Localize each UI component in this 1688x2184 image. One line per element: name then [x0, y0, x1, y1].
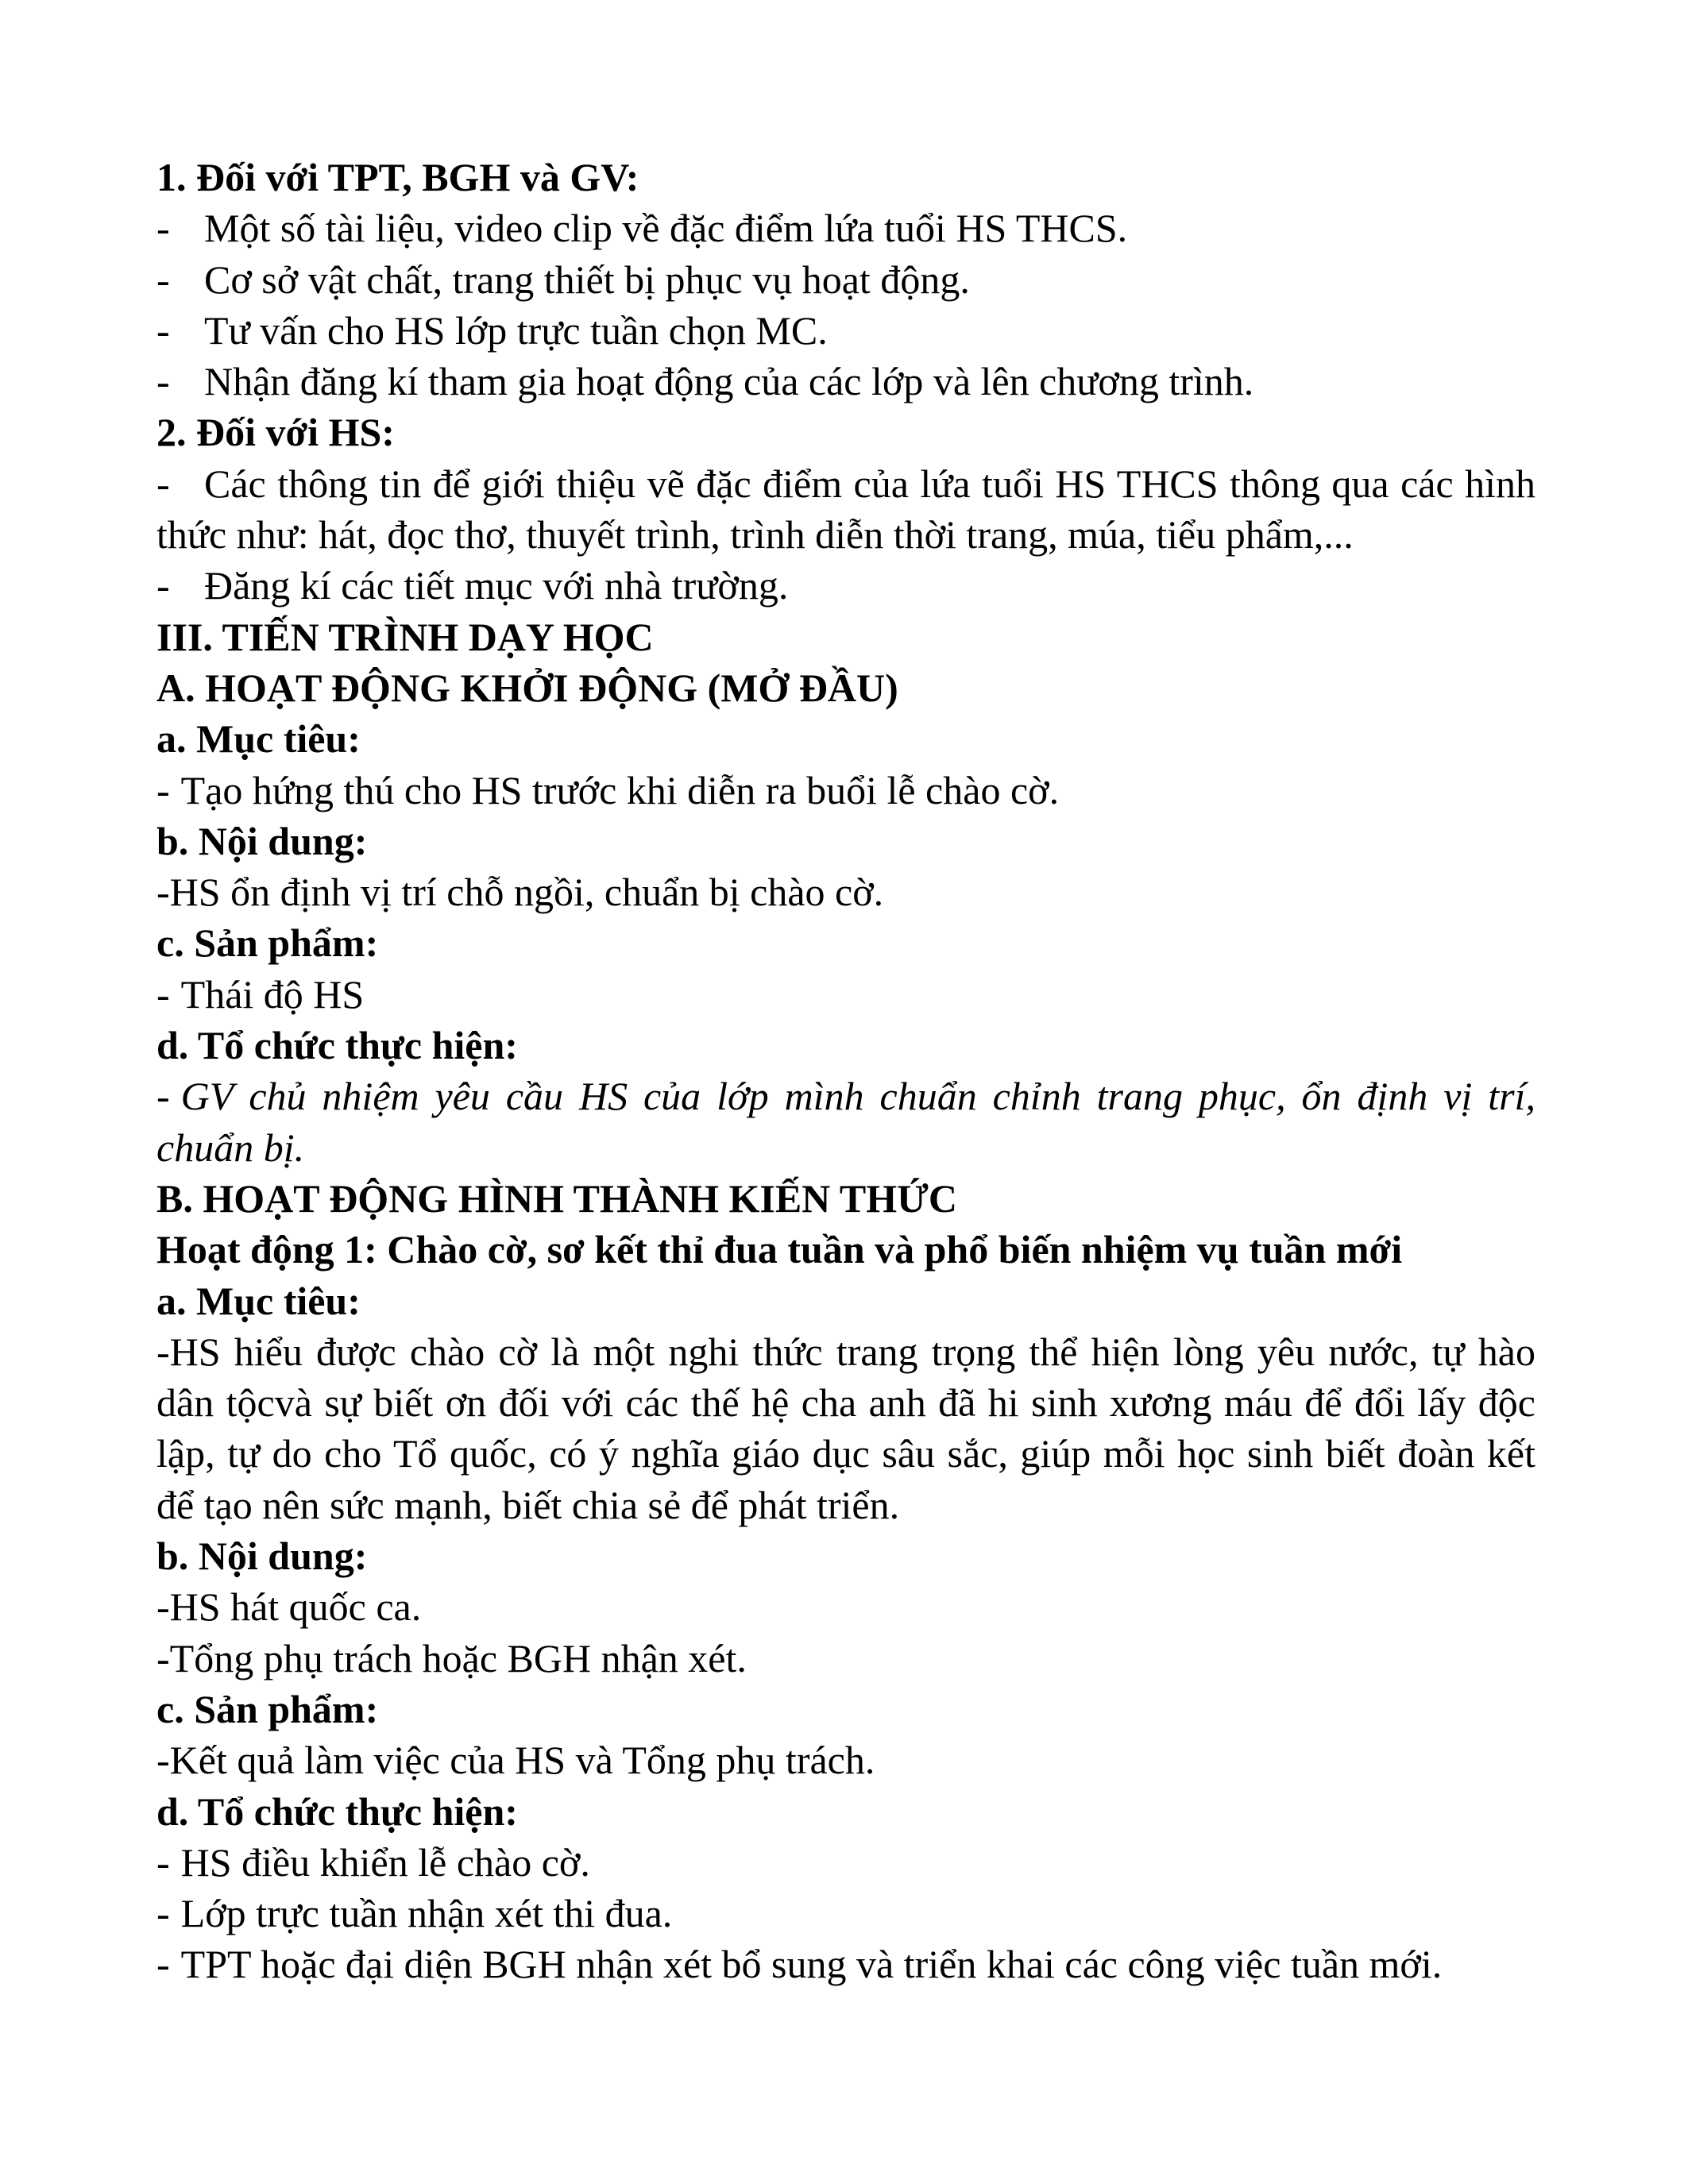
list-item: [156, 1939, 1535, 1989]
heading-muc-tieu-1: a. Mục tiêu:: [156, 716, 361, 762]
hyphen-bullet-marker: -: [156, 1738, 170, 1783]
list-item: [156, 254, 1535, 305]
hyphen-bullet-marker: -: [156, 1942, 170, 1987]
heading-hoat-dong-hinh-thanh-kien-thuc: B. HOẠT ĐỘNG HÌNH THÀNH KIẾN THỨC: [156, 1175, 958, 1221]
heading-to-chuc-thuc-hien-1: d. Tổ chức thực hiện:: [156, 1023, 518, 1068]
list-item: [156, 866, 1535, 917]
list-item: [156, 1837, 1535, 1888]
list-item: [156, 1888, 1535, 1939]
heading-doi-voi-hs: 2. Đối với HS:: [156, 410, 395, 455]
list-item: [156, 305, 1535, 356]
list-item: [156, 560, 1535, 611]
heading-muc-tieu-2: a. Mục tiêu:: [156, 1278, 361, 1323]
list-item-text: Đăng kí các tiết mục với nhà trường.: [204, 563, 789, 608]
hyphen-bullet-marker: -: [156, 1584, 170, 1630]
paragraph-text: HS hiểu được chào cờ là một nghi thức trang trọng thể hiện lòng yêu nước, tự hào dân tộcvà sự biết ơn đối với các thế hệ cha anh đã hi sinh xương máu để đổi lấy độc lập, tự do cho Tổ quốc, có ý nghĩa giáo dục sâu sắc, giúp mỗi học sinh biết đoàn kết để tạo nên sức mạnh, biết chia sẻ để phát triển.: [156, 1329, 1535, 1527]
hyphen-bullet-marker: -: [156, 1074, 170, 1119]
list-item: [156, 203, 1535, 253]
hyphen-bullet-marker: -: [156, 1891, 170, 1936]
list-item: [156, 969, 1535, 1020]
list-item-text: HS ổn định vị trí chỗ ngồi, chuẩn bị chào cờ.: [169, 870, 884, 915]
hyphen-bullet-marker: -: [156, 1329, 170, 1374]
heading-to-chuc-thuc-hien-2: d. Tổ chức thực hiện:: [156, 1788, 518, 1834]
hyphen-bullet-marker: -: [156, 563, 170, 608]
hyphen-bullet-marker: -: [156, 971, 170, 1017]
list-item-text: Một số tài liệu, video clip về đặc điểm lứa tuổi HS THCS.: [204, 206, 1128, 251]
list-item-text: Cơ sở vật chất, trang thiết bị phục vụ hoạt động.: [204, 257, 970, 302]
list-item-text: Lớp trực tuần nhận xét thi đua.: [180, 1891, 673, 1936]
paragraph-italic: [156, 1071, 1535, 1173]
list-item: [156, 1734, 1535, 1785]
list-item-text: Thái độ HS: [180, 971, 365, 1017]
hyphen-bullet-marker: -: [156, 359, 170, 404]
heading-noi-dung-1: b. Nội dung:: [156, 818, 368, 863]
hyphen-bullet-marker: -: [156, 1635, 170, 1680]
list-item-text: HS hát quốc ca.: [169, 1584, 422, 1630]
list-item-text: Kết quả làm việc của HS và Tổng phụ trách.: [169, 1738, 875, 1783]
list-item-text: Nhận đăng kí tham gia hoạt động của các lớp và lên chương trình.: [204, 359, 1254, 404]
list-item-text: Tổng phụ trách hoặc BGH nhận xét.: [169, 1635, 747, 1680]
heading-san-pham-1: c. Sản phẩm:: [156, 920, 379, 966]
hyphen-bullet-marker: -: [156, 1839, 170, 1885]
list-item: [156, 765, 1535, 816]
list-item-text: TPT hoặc đại diện BGH nhận xét bổ sung và triển khai các công việc tuần mới.: [180, 1942, 1443, 1987]
hyphen-bullet-marker: -: [156, 206, 170, 251]
heading-hoat-dong-khoi-dong: A. HOẠT ĐỘNG KHỞI ĐỘNG (MỞ ĐẦU): [156, 665, 898, 710]
hyphen-bullet-marker: -: [156, 461, 170, 506]
list-item: [156, 1581, 1535, 1632]
paragraph-text: Các thông tin để giới thiệu vẽ đặc điểm của lứa tuổi HS THCS thông qua các hình thức như: hát, đọc thơ, thuyết trình, trình diễn thời trang, múa, tiểu phẩm,...: [156, 461, 1535, 558]
paragraph-text: GV chủ nhiệm yêu cầu HS của lớp mình chuẩn chỉnh trang phục, ổn định vị trí, chuẩn bị.: [156, 1074, 1535, 1170]
heading-noi-dung-2: b. Nội dung:: [156, 1534, 368, 1579]
paragraph: [156, 458, 1535, 561]
hyphen-bullet-marker: -: [156, 257, 170, 302]
hyphen-bullet-marker: -: [156, 767, 170, 812]
heading-doi-voi-tpt-bgh-gv: 1. Đối với TPT, BGH và GV:: [156, 155, 639, 199]
list-item-text: Tư vấn cho HS lớp trực tuần chọn MC.: [204, 307, 828, 353]
hyphen-bullet-marker: -: [156, 307, 170, 353]
heading-hoat-dong-1: Hoạt động 1: Chào cờ, sơ kết thỉ đua tuần và phổ biến nhiệm vụ tuần mới: [156, 1227, 1403, 1272]
hyphen-bullet-marker: -: [156, 870, 170, 915]
list-item: [156, 1633, 1535, 1684]
paragraph: [156, 1326, 1535, 1530]
heading-san-pham-2: c. Sản phẩm:: [156, 1686, 379, 1731]
heading-tien-trinh-day-hoc: III. TIẾN TRÌNH DẠY HỌC: [156, 614, 654, 659]
list-item: [156, 356, 1535, 407]
list-item-text: HS điều khiển lễ chào cờ.: [180, 1839, 590, 1885]
list-item-text: Tạo hứng thú cho HS trước khi diễn ra buổi lễ chào cờ.: [180, 767, 1060, 812]
